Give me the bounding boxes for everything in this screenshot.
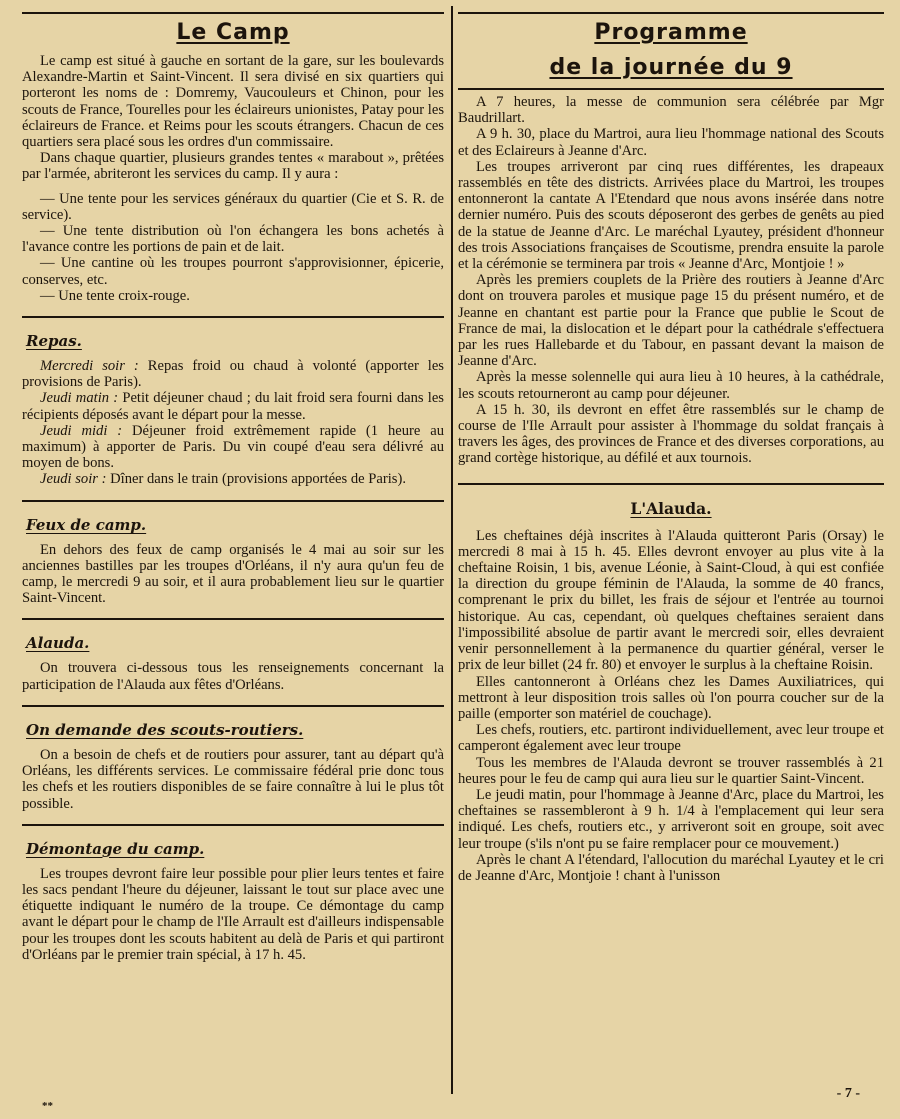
list-item: — Une tente croix-rouge. <box>40 287 190 304</box>
programme-paragraph: A 7 heures, la messe de communion sera célébrée par Mgr Baudrillart. <box>458 94 884 127</box>
camp-intro-paragraph: Dans chaque quartier, plusieurs grandes tentes « marabout », prêtées par l'armée, abriteront les services du camp. Il y aura : <box>22 150 444 183</box>
programme-paragraph: Après les premiers couplets de la Prière des routiers à Jeanne d'Arc dont on trouvera paroles et musique page 15 du présent numéro, et de Jeanne en chantant est partie pour la France que publie le Scout de France de mai, la dislocation et le départ pour la cathédrale s'effectuera par les rues Hallebarde et du Tabour, en passant devant la maison de Jeanne d'Arc. <box>458 272 884 370</box>
alauda-paragraph: Le jeudi matin, pour l'hommage à Jeanne d'Arc, place du Martroi, les cheftaines se rassembleront à 9 h. 1/4 à l'emplacement qui leur sera indiqué. Les chefs, routiers etc., y arriveront soit en groupe, soit avec leur troupe (s'ils n'ont pu se faire remplacer pour ce mouvement.) <box>458 786 884 852</box>
alauda-paragraph: On trouvera ci-dessous tous les renseignements concernant la participation de l'Alauda aux fêtes d'Orléans. <box>22 660 444 693</box>
programme-subtitle: de la journée du 9 <box>549 55 793 80</box>
right-column <box>458 8 884 884</box>
repas-item: Jeudi matin : Petit déjeuner chaud ; du lait froid sera fourni dans les récipients déposés avant le départ pour la messe. <box>22 390 444 423</box>
programme-paragraph: A 9 h. 30, place du Martroi, aura lieu l'hommage national des Scouts et des Eclaireurs à Jeanne d'Arc. <box>458 126 884 159</box>
rule <box>22 500 444 502</box>
alauda-paragraph: Elles cantonneront à Orléans chez les Dames Auxiliatrices, qui mettront à leur disposition trois salles où l'on pourra coucher sur de la paille (emporter son matériel de couchage). <box>458 673 884 722</box>
repas-item: Jeudi soir : Dîner dans le train (provisions apportées de Paris). <box>40 471 406 488</box>
alauda-paragraph: Après le chant A l'étendard, l'allocution du maréchal Lyautey et le cri de Jeanne d'Arc, Montjoie ! chant à l'unisson <box>458 851 884 884</box>
rule <box>22 12 444 14</box>
rule <box>458 88 884 90</box>
alauda-heading: Alauda. <box>26 634 90 653</box>
feux-paragraph: En dehors des feux de camp organisés le 4 mai au soir sur les anciennes bastilles par les troupes d'Orléans, il n'y aura qu'un feu de camp, le mercredi 9 au soir, et il aura probablement lieu sur le quartier Saint-Vincent. <box>22 541 444 607</box>
alauda-paragraph: Les chefs, routiers, etc. partiront individuellement, avec leur troupe et camperont également avec leur troupe <box>458 722 884 755</box>
demontage-heading: Démontage du camp. <box>26 839 205 858</box>
programme-title: Programme <box>594 20 748 45</box>
feux-heading: Feux de camp. <box>26 515 147 534</box>
alauda-section-heading: L'Alauda. <box>630 498 712 518</box>
left-column <box>22 8 444 963</box>
page-number: - 7 - <box>836 1086 860 1101</box>
alauda-paragraph: Les cheftaines déjà inscrites à l'Alauda quitteront Paris (Orsay) le mercredi 8 mai à 15 h. 45. Elles devront envoyer au plus vite à la cheftaine Roisin, 1 bis, avenue Léonie, à Saint-Cloud, à qui est confiée la direction du groupe féminin de l'Alauda, la somme de 40 francs, comprenant le prix du billet, les frais de séjour et l'entrée au tournoi historique. Au cas, cependant, où quelques cheftaines seraient dans l'impossibilité absolue de partir avant le mercredi soir, elles devraient venir personnellement à la permanence du quartier général, verser le prix de leur billet (24 fr. 80) et envoyer le surplus à la cheftaine Roisin. <box>458 527 884 674</box>
list-item: — Une cantine où les troupes pourront s'approvisionner, épicerie, conserves, etc. <box>22 255 444 288</box>
alauda-paragraph: Tous les membres de l'Alauda devront se trouver rassemblés à 21 heures pour le feu de camp qui aura lieu sur le quartier Saint-Vincent. <box>458 754 884 787</box>
rule <box>22 316 444 318</box>
repas-item: Jeudi midi : Déjeuner froid extrêmement rapide (1 heure au maximum) à apporter de Paris. Du vin coupé d'eau sera délivré au moyen de bons. <box>22 422 444 472</box>
rule <box>458 483 884 485</box>
rule <box>22 618 444 620</box>
camp-title: Le Camp <box>176 20 290 45</box>
routiers-heading: On demande des scouts-routiers. <box>26 720 304 739</box>
rule <box>458 12 884 14</box>
list-item: — Une tente pour les services généraux du quartier (Cie et S. R. de service). <box>22 190 444 223</box>
list-item: — Une tente distribution où l'on échangera les bons achetés à l'avance contre les portions de pain et de lait. <box>22 223 444 256</box>
routiers-paragraph: On a besoin de chefs et de routiers pour assurer, tant au départ qu'à Orléans, les différents services. Le commissaire fédéral prie donc tous les chefs et les routiers disponibles de se faire connaître à lui le plus tôt possible. <box>22 746 444 812</box>
camp-intro-paragraph: Le camp est situé à gauche en sortant de la gare, sur les boulevards Alexandre-Martin et Saint-Vincent. Il sera divisé en six quartiers qui porteront les noms de : Domremy, Vaucouleurs et Chinon, pour les scouts de France, Tourelles pour les éclaireurs unionistes, Patay pour les éclaireurs de France. et Reims pour les scouts étrangers. Chacun de ces quartiers sera placé sous les ordres d'un commissaire. <box>22 53 444 151</box>
programme-paragraph: Après la messe solennelle qui aura lieu à 10 heures, à la cathédrale, les scouts retourneront au camp pour déjeuner. <box>458 369 884 402</box>
programme-paragraph: A 15 h. 30, ils devront en effet être rassemblés sur le champ de course de l'Ile Arrault pour assister à l'hommage du soldat français à travers les âges, des provinces de France et des diverses corporations, au grand cortège historique, au défilé et aux tournois. <box>458 401 884 467</box>
repas-item: Mercredi soir : Repas froid ou chaud à volonté (apporter les provisions de Paris). <box>22 358 444 391</box>
demontage-paragraph: Les troupes devront faire leur possible pour plier leurs tentes et faire les sacs pendant l'heure du déjeuner, laissant le tout sur place avec une étiquette indiquant le numéro de la troupe. Ce démontage du camp avant le départ pour le champ de l'Ile Arrault est d'ailleurs indispensable pour les troupes dont les scouts habitent au delà de Paris et qui partiront d'Orléans par le premier train spécial, à 17 h. 45. <box>22 865 444 963</box>
tent-list <box>22 191 444 304</box>
rule <box>22 824 444 826</box>
rule <box>22 705 444 707</box>
printer-mark: ** <box>42 1100 53 1112</box>
programme-paragraph: Les troupes arriveront par cinq rues différentes, les drapeaux rassemblés en tête des districts. Arrivées place du Martroi, les troupes entonneront la cantate A l'Etendard que nous avons insérée dans notre dernier numéro. Puis des scouts déposeront des gerbes de genêts au pied de la statue de Jeanne d'Arc. Le maréchal Lyautey, président d'honneur des trois Associations françaises de Scoutisme, prendra ensuite la parole et la cérémonie se terminera par trois « Jeanne d'Arc, Montjoie ! » <box>458 158 884 273</box>
repas-heading: Repas. <box>26 332 82 351</box>
column-divider <box>451 6 453 1094</box>
